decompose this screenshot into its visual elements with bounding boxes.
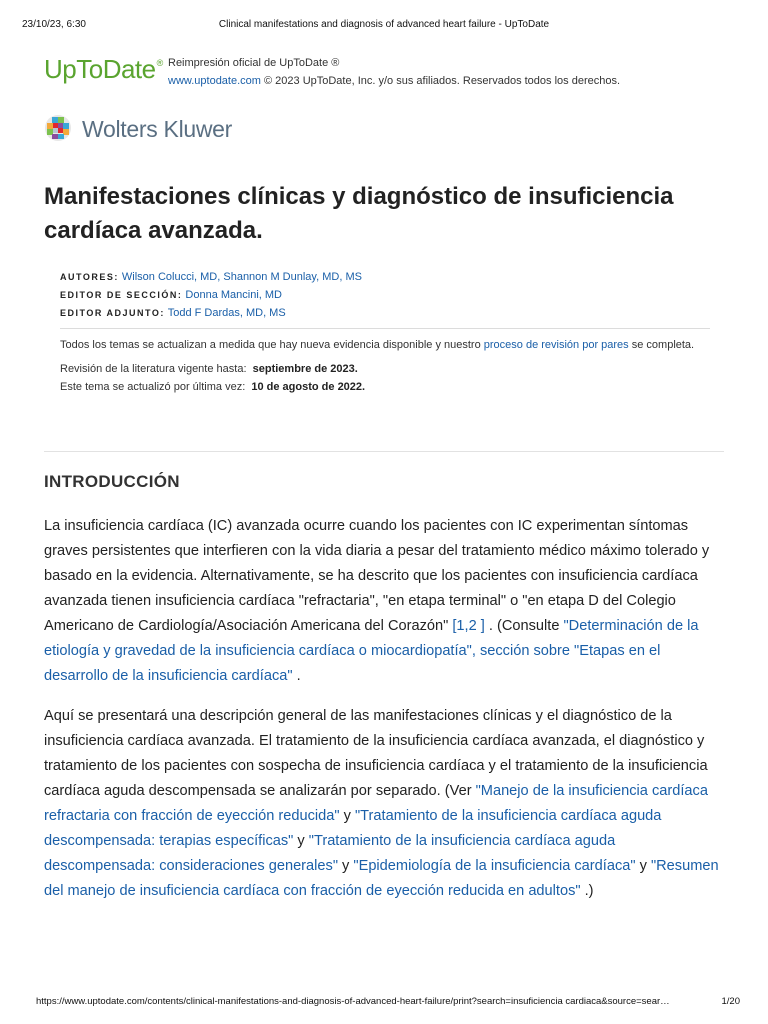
adhf-general-considerations-link[interactable]: "Tratamiento de la insuficiencia cardíaca aguda descompensada: consideraciones generales" bbox=[44, 833, 616, 874]
hfref-management-summary-link[interactable]: "Resumen del manejo de insuficiencia cardíaca con fracción de eyección reducida en adultos" bbox=[44, 858, 719, 899]
copyright-line bbox=[168, 72, 620, 90]
review-date: septiembre de 2023. bbox=[252, 363, 358, 375]
print-date: 23/10/23, 6:30 bbox=[22, 19, 86, 30]
brand-header bbox=[44, 52, 744, 92]
update-note-end: se completa. bbox=[628, 339, 695, 351]
authors-label: AUTORES: bbox=[60, 272, 119, 282]
p1-text: La insuficiencia cardíaca (IC) avanzada ocurre cuando los pacientes con IC experimentan síntomas graves persistentes que interfieren con la vida diaria a pesar del tratamiento médico máximo tolerado y basado en la evidencia. Alternativamente, se ha descrito que los pacientes con insuficiencia cardíaca avanzada tienen insuficiencia cardíaca "refractaria", "en etapa terminal" o "en etapa D del Colegio Americano de Cardiología/Asociación Americana del Corazón" bbox=[44, 518, 710, 634]
wolters-kluwer-mark-icon bbox=[44, 114, 72, 142]
print-page-title: Clinical manifestations and diagnosis of advanced heart failure - UpToDate bbox=[218, 19, 550, 30]
update-notes bbox=[60, 336, 710, 396]
reprint-notice bbox=[168, 54, 620, 90]
p2-and: y bbox=[635, 858, 651, 874]
refractory-hf-link[interactable]: "Manejo de la insuficiencia cardíaca refractaria con fracción de eyección reducida" bbox=[44, 783, 708, 824]
intro-paragraph-2 bbox=[44, 704, 724, 904]
uptodate-site-link[interactable]: www.uptodate.com bbox=[168, 75, 261, 87]
last-updated bbox=[60, 378, 710, 396]
publisher-name: Wolters Kluwer bbox=[82, 116, 233, 142]
p2-and: y bbox=[293, 833, 309, 849]
registered-mark: ® bbox=[156, 58, 163, 68]
copyright-text: © 2023 UpToDate, Inc. y/o sus afiliados. Reservados todos los derechos. bbox=[264, 75, 621, 87]
section-heading: INTRODUCCIÓN bbox=[44, 472, 180, 491]
page-number: 1/20 bbox=[721, 996, 740, 1007]
reprint-line: Reimpresión oficial de UpToDate ® bbox=[168, 57, 340, 69]
authors-link[interactable]: Wilson Colucci, MD, Shannon M Dunlay, MD, MS bbox=[121, 271, 362, 283]
uptodate-logo[interactable] bbox=[44, 54, 162, 85]
update-note bbox=[60, 336, 710, 354]
adhf-specific-therapies-link[interactable]: "Tratamiento de la insuficiencia cardíaca aguda descompensada: terapias específicas" bbox=[44, 808, 662, 849]
p2-text: Aquí se presentará una descripción general de las manifestaciones clínicas y el diagnóstico de la insuficiencia cardíaca avanzada. El tratamiento de la insuficiencia cardíaca avanzada, el diagnóstico y tratamiento de los pacientes con sospecha de insuficiencia cardíaca y el tratamiento de la insuficiencia cardíaca aguda descompensada se analizarán por separado. (Ver bbox=[44, 708, 708, 799]
etiology-topic-link[interactable]: "Determinación de la etiología y gravedad de la insuficiencia cardíaca o miocardiopatía", sección sobre "Etapas en el desarrollo de la insuficiencia cardíaca" bbox=[44, 618, 699, 684]
review-label: Revisión de la literatura vigente hasta: bbox=[60, 363, 247, 375]
deputy-editor-row bbox=[60, 304, 710, 322]
deputy-editor-label: EDITOR ADJUNTO: bbox=[60, 308, 165, 318]
print-header bbox=[0, 0, 768, 30]
intro-paragraph-1 bbox=[44, 514, 724, 689]
p1-end: . bbox=[292, 668, 301, 684]
p1-consult: . (Consulte bbox=[484, 618, 564, 634]
p2-end: .) bbox=[580, 883, 594, 899]
section-editor-label: EDITOR DE SECCIÓN: bbox=[60, 290, 183, 300]
authors-row bbox=[60, 268, 710, 286]
updated-date: 10 de agosto de 2022. bbox=[251, 381, 366, 393]
hf-epidemiology-link[interactable]: "Epidemiología de la insuficiencia cardíaca" bbox=[353, 858, 636, 874]
updated-label: Este tema se actualizó por última vez: bbox=[60, 381, 246, 393]
peer-review-link[interactable]: proceso de revisión por pares bbox=[483, 339, 629, 351]
section-divider bbox=[44, 451, 724, 452]
print-url: https://www.uptodate.com/contents/clinical-manifestations-and-diagnosis-of-advanced-heart-failure/print?search=insuficiencia cardiaca&source=sear… bbox=[36, 996, 670, 1007]
p2-and: y bbox=[339, 808, 355, 824]
section-editor-link[interactable]: Donna Mancini, MD bbox=[185, 289, 282, 301]
credits-divider bbox=[60, 328, 710, 329]
update-note-text: Todos los temas se actualizan a medida que hay nueva evidencia disponible y nuestro bbox=[60, 339, 484, 351]
reference-link[interactable]: [1,2 ] bbox=[452, 618, 485, 634]
section-editor-row bbox=[60, 286, 710, 304]
deputy-editor-link[interactable]: Todd F Dardas, MD, MS bbox=[167, 307, 286, 319]
article-title: Manifestaciones clínicas y diagnóstico de insuficiencia cardíaca avanzada. bbox=[44, 183, 674, 244]
article-credits bbox=[60, 268, 710, 322]
uptodate-logo-text: UpToDate bbox=[44, 54, 156, 84]
p2-and: y bbox=[338, 858, 354, 874]
literature-review bbox=[60, 360, 710, 378]
